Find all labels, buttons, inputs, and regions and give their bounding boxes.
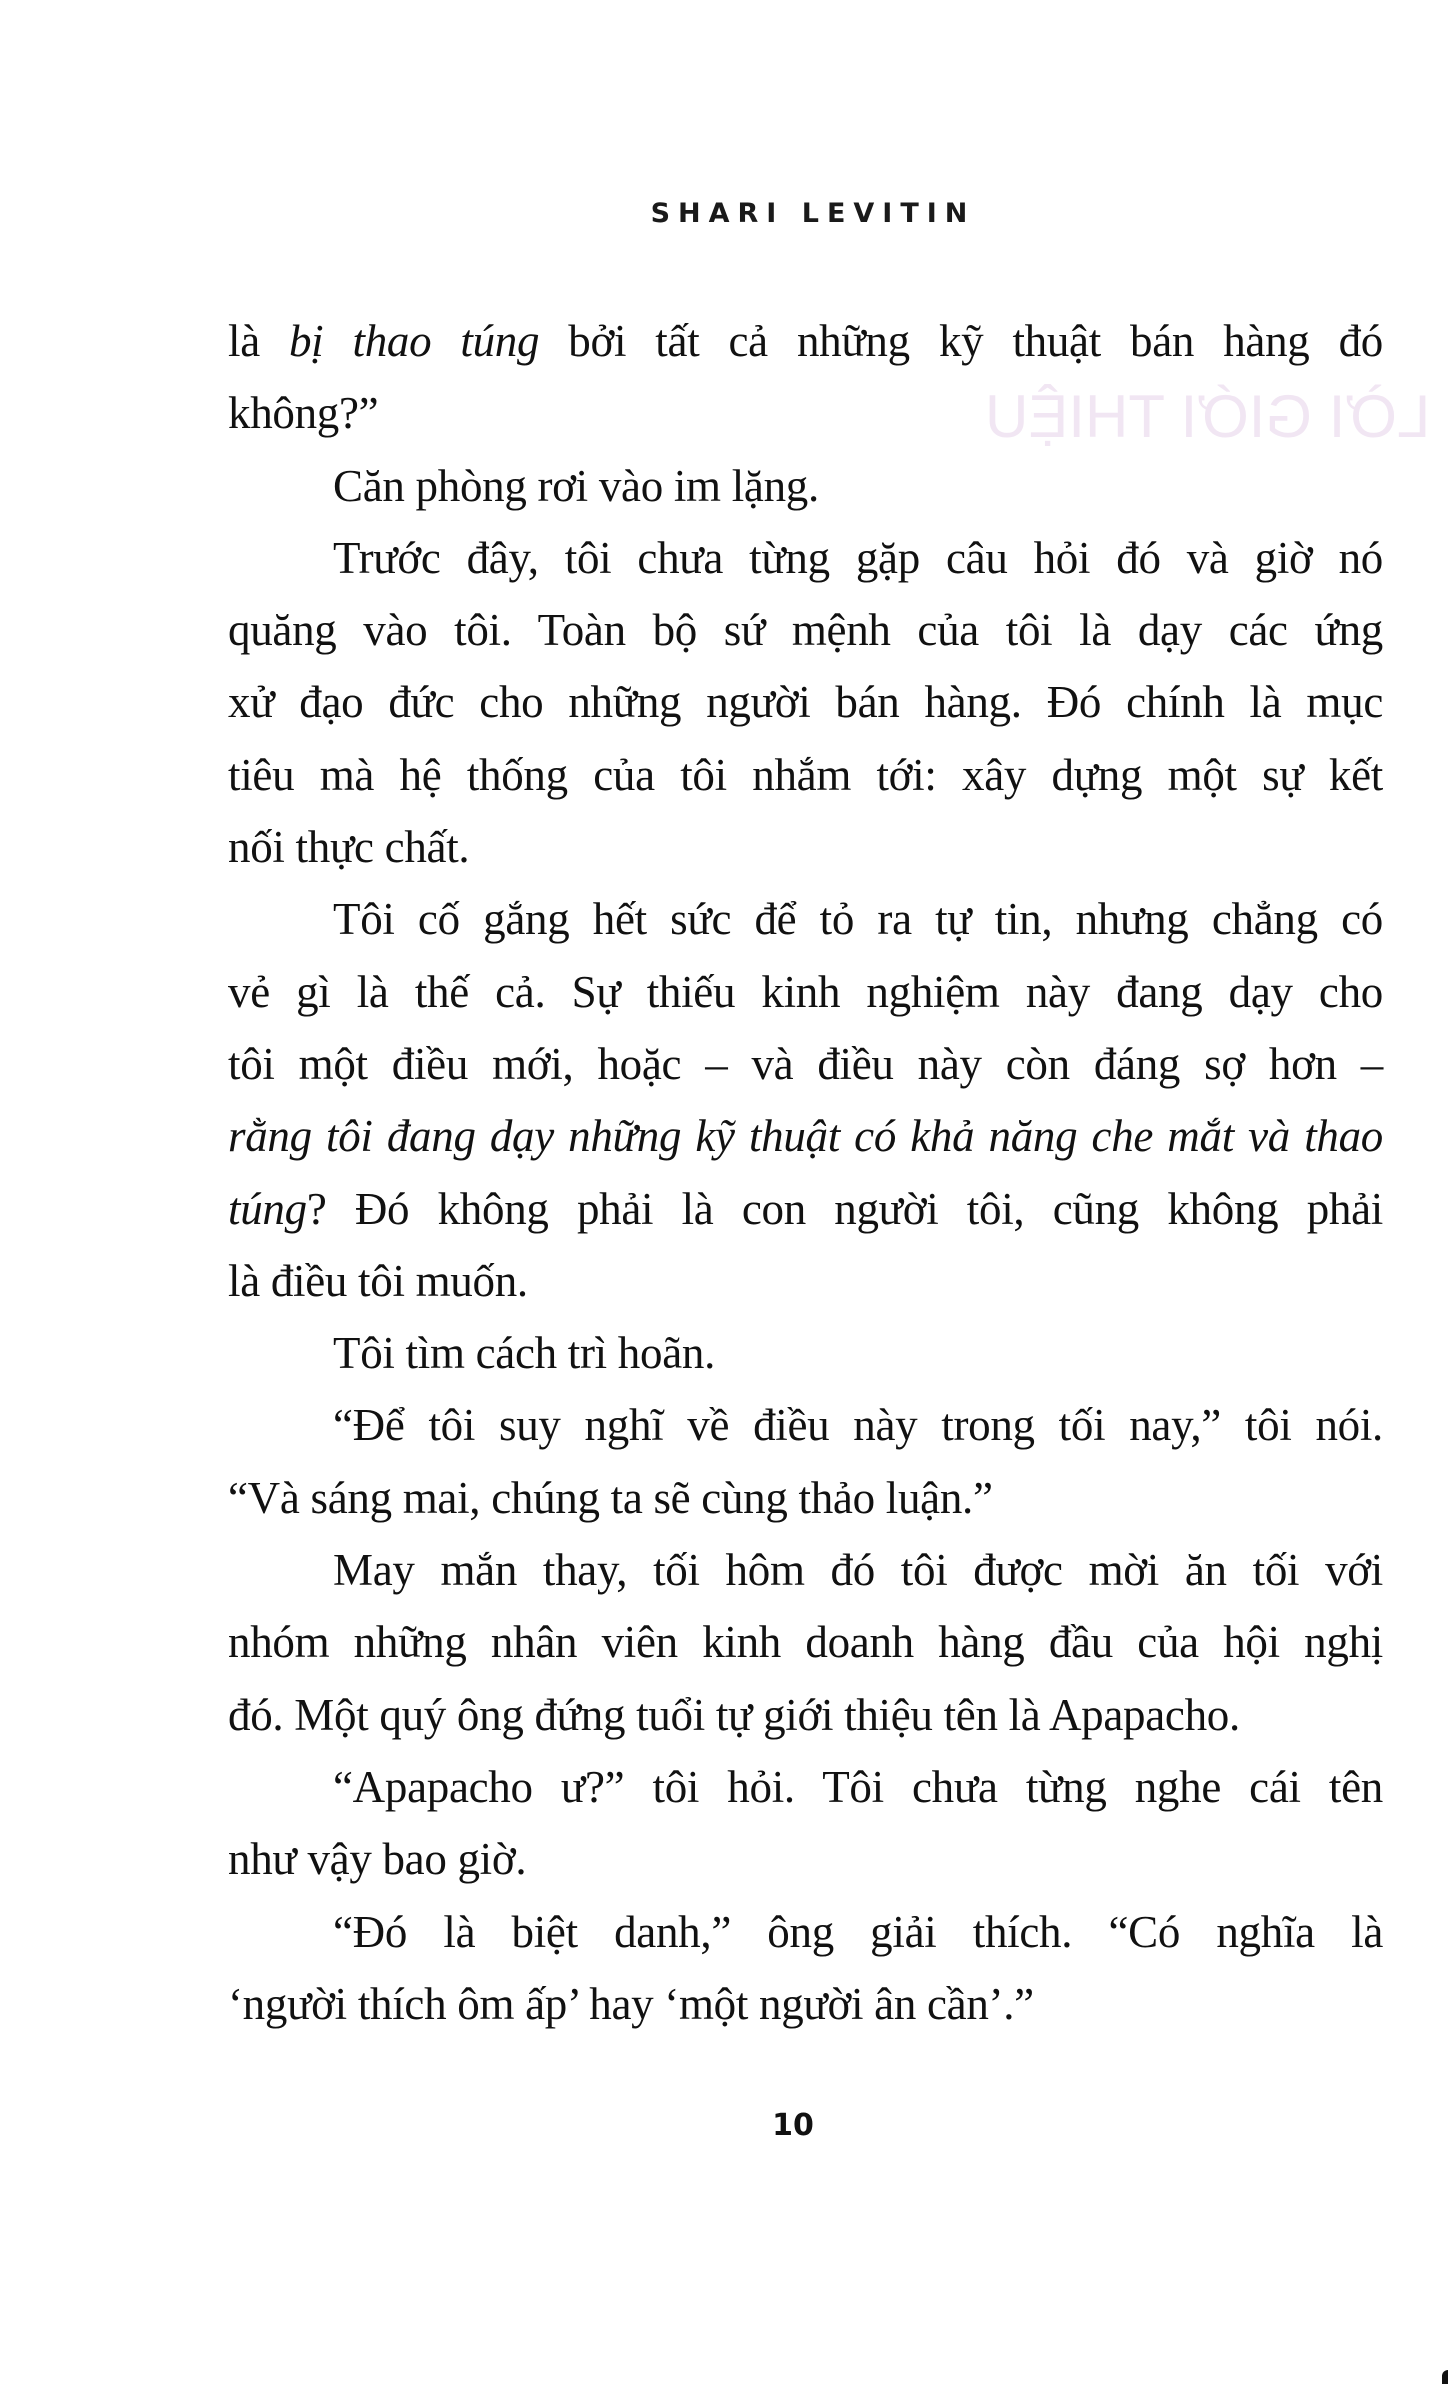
body-text	[228, 305, 1383, 2040]
italic-text: túng	[228, 1183, 307, 1234]
text-segment: Căn phòng rơi vào im lặng.	[333, 460, 819, 511]
text-segment: ‘người thích ôm ấp’ hay ‘một người ân cần’.”	[228, 1978, 1034, 2029]
text-segment: “Và sáng mai, chúng ta sẽ cùng thảo luận.”	[228, 1472, 993, 1523]
text-line	[228, 1462, 1383, 1534]
text-line	[228, 522, 1383, 594]
text-segment: không?”	[228, 388, 379, 439]
text-line	[228, 1389, 1383, 1461]
italic-text: bị thao túng	[288, 316, 540, 366]
text-segment: nối thực chất.	[228, 822, 470, 873]
text-segment: là điều tôi muốn.	[228, 1255, 528, 1306]
text-line	[228, 1028, 1383, 1100]
text-line	[228, 1173, 1383, 1245]
text-line	[228, 1968, 1383, 2040]
text-line	[228, 305, 1383, 377]
text-segment: vẻ gì là thế cả. Sự thiếu kinh nghiệm này đang dạy cho	[228, 966, 1383, 1017]
text-segment: ? Đó không phải là con người tôi, cũng không phải	[306, 1183, 1383, 1234]
text-segment: như vậy bao giờ.	[228, 1834, 527, 1885]
text-line	[228, 956, 1383, 1028]
text-line	[228, 1534, 1383, 1606]
text-segment: xử đạo đức cho những người bán hàng. Đó chính là mục	[228, 677, 1383, 728]
text-line	[228, 811, 1383, 883]
text-line	[228, 1896, 1383, 1968]
text-line	[228, 1245, 1383, 1317]
text-line	[228, 1751, 1383, 1823]
text-segment: Tôi tìm cách trì hoãn.	[333, 1328, 716, 1379]
italic-text: rằng tôi đang dạy những kỹ thuật có khả năng che mắt và thao	[228, 1111, 1383, 1162]
scan-edge-mark	[1442, 2370, 1448, 2384]
text-segment: May mắn thay, tối hôm đó tôi được mời ăn tối với	[333, 1545, 1383, 1596]
bleed-through-heading: LỜI GIỚI THIỆU	[985, 383, 1431, 450]
page-number: 10	[772, 2108, 814, 2143]
text-segment: “Đó là biệt danh,” ông giải thích. “Có nghĩa là	[333, 1906, 1383, 1957]
text-segment: Tôi cố gắng hết sức để tỏ ra tự tin, nhưng chẳng có	[333, 894, 1383, 945]
text-line	[228, 377, 1383, 449]
running-head-author: SHARI LEVITIN	[650, 198, 976, 229]
text-line	[228, 1679, 1383, 1751]
text-segment: tôi một điều mới, hoặc – và điều này còn đáng sợ hơn –	[228, 1038, 1383, 1089]
text-line	[228, 666, 1383, 738]
text-line	[228, 883, 1383, 955]
text-segment: là	[228, 316, 289, 366]
text-line	[228, 1317, 1383, 1389]
text-segment: bởi tất cả những kỹ thuật bán hàng đó	[539, 316, 1383, 366]
text-segment: “Để tôi suy nghĩ về điều này trong tối nay,” tôi nói.	[333, 1400, 1383, 1451]
text-segment: Trước đây, tôi chưa từng gặp câu hỏi đó và giờ nó	[333, 532, 1383, 583]
text-segment: nhóm những nhân viên kinh doanh hàng đầu của hội nghị	[228, 1617, 1383, 1668]
text-segment: tiêu mà hệ thống của tôi nhắm tới: xây dựng một sự kết	[228, 749, 1383, 800]
text-line	[228, 594, 1383, 666]
text-segment: đó. Một quý ông đứng tuổi tự giới thiệu tên là Apapacho.	[228, 1689, 1240, 1740]
text-line	[228, 450, 1383, 522]
text-line	[228, 1823, 1383, 1895]
text-line	[228, 1100, 1383, 1172]
text-line	[228, 739, 1383, 811]
text-line	[228, 1606, 1383, 1678]
text-segment: “Apapacho ư?” tôi hỏi. Tôi chưa từng nghe cái tên	[333, 1761, 1383, 1812]
text-segment: quăng vào tôi. Toàn bộ sứ mệnh của tôi là dạy các ứng	[228, 605, 1383, 656]
